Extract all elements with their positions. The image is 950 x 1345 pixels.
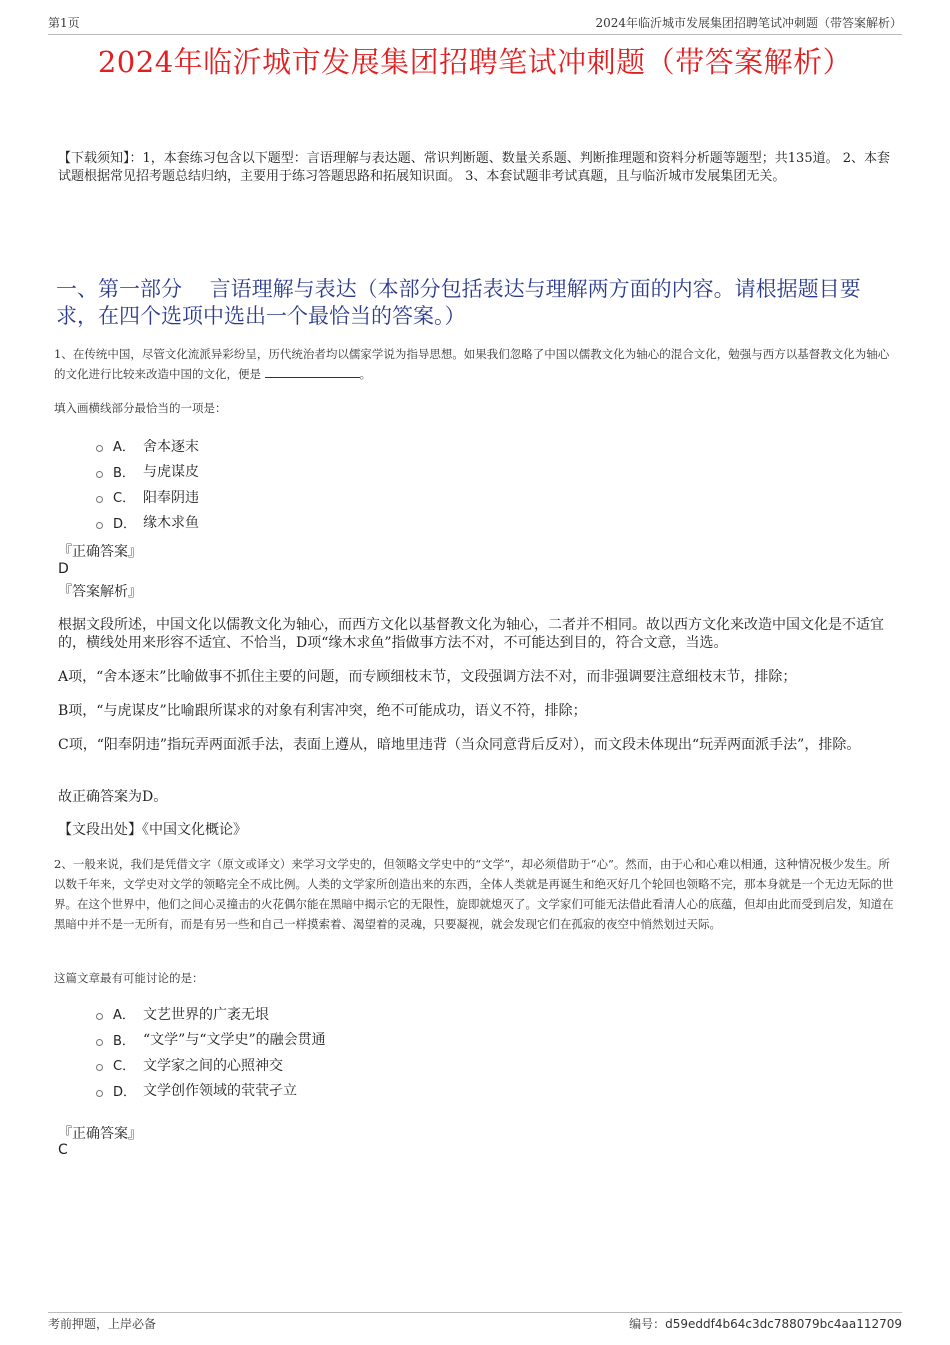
option-b[interactable]: B． “文学”与“文学史”的融会贯通 — [96, 1027, 326, 1053]
analysis-paragraph: 根据文段所述，中国文化以儒教文化为轴心，而西方文化以基督教文化为轴心，二者并不相同。故以西方文化来改造中国文化是不适宜的，横线处用来形容不适宜、不恰当，D项“缘木求鱼”指做事方法不对，不可能达到目的，符合文意，当选。 — [58, 617, 884, 651]
option-c[interactable]: C． 文学家之间的心照神交 — [96, 1052, 326, 1078]
section-title: 一、第一部分 言语理解与表达（本部分包括表达与理解两方面的内容。请根据题目要求，在四个选项中选出一个最恰当的答案。） — [56, 277, 861, 328]
correct-answer-label: 『正确答案』 — [58, 544, 142, 560]
radio-icon[interactable] — [96, 522, 103, 529]
correct-answer: C — [58, 1142, 68, 1158]
download-notice: 【下载须知】：1，本套练习包含以下题型：言语理解与表达题、常识判断题、数量关系题、判断推理题和资料分析题等题型；共135道。 2、本套试题根据常见招考题总结归纳，主要用于练习答题思路和拓展知识面。 3、本套试题非考试真题，且与临沂城市发展集团无关。 — [58, 151, 890, 184]
question-2-options — [96, 1001, 326, 1103]
radio-icon[interactable] — [96, 1064, 103, 1071]
radio-icon[interactable] — [96, 1090, 103, 1097]
analysis-paragraph: A项，“舍本逐末”比喻做事不抓住主要的问题，而专顾细枝末节，文段强调方法不对，而非强调要注意细枝末节，排除； — [58, 669, 797, 685]
question-1-text: 1、在传统中国，尽管文化流派异彩纷呈，历代统治者均以儒家学说为指导思想。如果我们忽略了中国以儒教文化为轴心的混合文化，勉强与西方以基督教文化为轴心的文化进行比较来改造中国的文化，便是 。 — [54, 347, 890, 381]
correct-answer: D — [58, 561, 69, 577]
analysis-paragraph: B项，“与虎谋皮”比喻跟所谋求的对象有利害冲突，绝不可能成功，语义不符，排除； — [58, 703, 587, 719]
question-2-prompt: 这篇文章最有可能讨论的是： — [54, 971, 204, 985]
analysis-conclusion: 故正确答案为D。 — [58, 789, 168, 805]
question-1-options — [96, 433, 199, 535]
page-footer — [48, 1312, 902, 1335]
option-a[interactable]: A． 舍本逐末 — [96, 433, 199, 459]
option-d[interactable]: D． 文学创作领域的茕茕孑立 — [96, 1078, 326, 1104]
option-b[interactable]: B． 与虎谋皮 — [96, 459, 199, 485]
document-code: 编号：d59eddf4b64c3dc788079bc4aa112709 — [629, 1317, 902, 1331]
option-c[interactable]: C． 阳奉阴违 — [96, 484, 199, 510]
question-2-text: 2、一般来说，我们是凭借文字（原文或译文）来学习文学史的，但领略文学史中的“文学”，却必须借助于“心”。然而，由于心和心难以相通，这种情况极少发生。所以数千年来，文学史对文学的领略完全不成比例。人类的文学家所创造出来的东西，全体人类就是再诞生和绝灭好几个轮回也领略不完，那本身就是一个无边无际的世界。在这个世界中，他们之间心灵撞击的火花偶尔能在黑暗中揭示它的无限性，旋即就熄灭了。文学家们可能无法借此看清人心的底蕴，但却由此而受到启发，知道在黑暗中并不是一无所有，而是有另一些和自己一样摸索着、渴望着的灵魂，只要凝视，就会发现它们在孤寂的夜空中悄然划过天际。 — [54, 857, 894, 931]
page-number: 第1页 — [48, 16, 80, 30]
running-title: 2024年临沂城市发展集团招聘笔试冲刺题（带答案解析） — [595, 16, 902, 30]
footer-slogan: 考前押题，上岸必备 — [48, 1317, 157, 1331]
option-a[interactable]: A． 文艺世界的广袤无垠 — [96, 1001, 326, 1027]
document-title: 2024年临沂城市发展集团招聘笔试冲刺题（带答案解析） — [97, 45, 853, 79]
radio-icon[interactable] — [96, 1039, 103, 1046]
radio-icon[interactable] — [96, 1013, 103, 1020]
option-d[interactable]: D． 缘木求鱼 — [96, 510, 199, 536]
analysis-label: 『答案解析』 — [58, 584, 142, 600]
radio-icon[interactable] — [96, 445, 103, 452]
analysis-paragraph: C项，“阳奉阴违”指玩弄两面派手法，表面上遵从，暗地里违背（当众同意背后反对），而文段未体现出“玩弄两面派手法”，排除。 — [58, 737, 861, 753]
correct-answer-label: 『正确答案』 — [58, 1126, 142, 1142]
answer-blank — [265, 365, 360, 378]
passage-source: 【文段出处】《中国文化概论》 — [58, 822, 247, 838]
question-1-prompt: 填入画横线部分最恰当的一项是： — [54, 401, 227, 415]
page-header — [48, 14, 902, 35]
radio-icon[interactable] — [96, 471, 103, 478]
radio-icon[interactable] — [96, 496, 103, 503]
